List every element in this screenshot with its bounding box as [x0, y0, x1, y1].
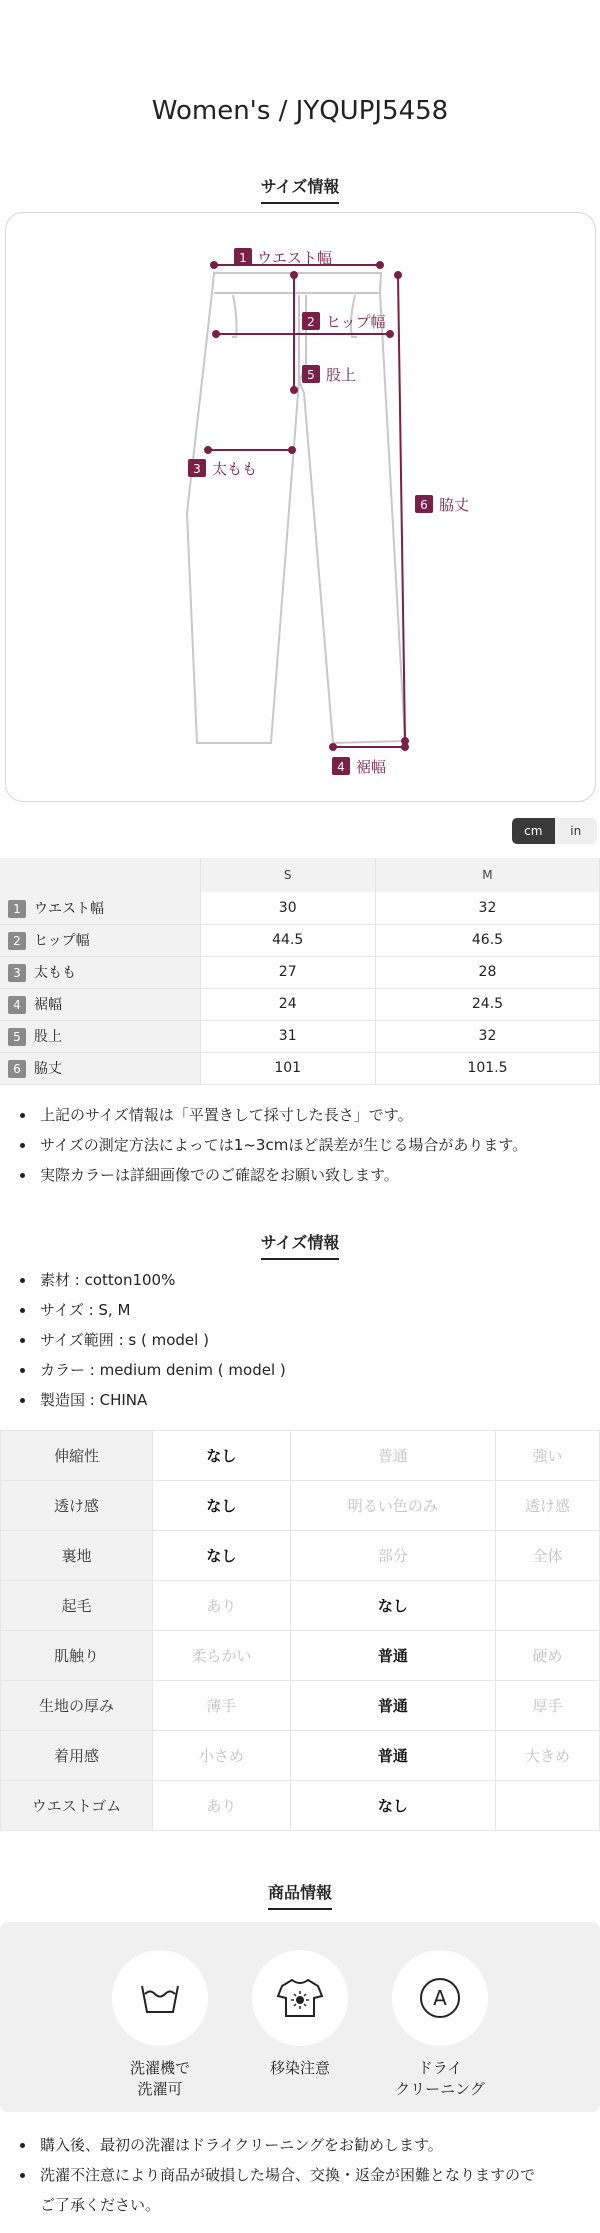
table-cell: 透け感 [496, 1481, 600, 1531]
care-instructions [0, 1922, 600, 2112]
table-row [1, 1631, 600, 1681]
table-cell: 101 [200, 1052, 375, 1084]
table-cell: 46.5 [375, 924, 599, 956]
size-column-header: M [375, 858, 599, 892]
size-diagram [5, 212, 596, 802]
pants-outline [187, 273, 405, 743]
row-label: 起毛 [1, 1581, 153, 1631]
unit-in-button[interactable]: in [570, 824, 582, 838]
table-cell: 柔らかい [153, 1631, 291, 1681]
list-item: 上記のサイズ情報は「平置きして採寸した長さ」です。 [40, 1100, 527, 1130]
row-label: 1 ウエスト幅 [0, 892, 200, 924]
svg-text:6: 6 [420, 498, 428, 512]
table-cell: 32 [375, 1020, 599, 1052]
table-cell: 31 [200, 1020, 375, 1052]
table-cell: 大きめ [496, 1731, 600, 1781]
page-title: Women's / JYQUPJ5458 [151, 96, 449, 126]
label-hem [332, 757, 386, 776]
table-cell: 28 [375, 956, 599, 988]
table-cell: 101.5 [375, 1052, 599, 1084]
info-section-heading: サイズ情報 [0, 1230, 600, 1260]
table-cell: 普通 [290, 1631, 495, 1681]
fabric-feel-table [0, 1430, 600, 1831]
table-row [1, 1781, 600, 1831]
table-cell: 24 [200, 988, 375, 1020]
row-label: 5 股上 [0, 1020, 200, 1052]
care-label: 移染注意 [269, 2059, 330, 2077]
size-notes [40, 1100, 527, 1190]
table-cell: 普通 [290, 1681, 495, 1731]
table-row [1, 1581, 600, 1631]
svg-text:ウエスト幅: ウエスト幅 [257, 249, 333, 267]
table-cell: なし [290, 1581, 495, 1631]
table-cell: 明るい色のみ [290, 1481, 495, 1531]
table-row [0, 892, 600, 924]
row-label: 肌触り [1, 1631, 153, 1681]
svg-text:ヒップ幅: ヒップ幅 [326, 313, 386, 331]
size-column-header: S [200, 858, 375, 892]
table-cell: 部分 [290, 1531, 495, 1581]
svg-text:3: 3 [193, 462, 201, 476]
list-item: 素材 : cotton100% [40, 1265, 286, 1295]
row-label: 生地の厚み [1, 1681, 153, 1731]
svg-text:脇丈: 脇丈 [439, 496, 470, 514]
table-cell: 硬め [496, 1631, 600, 1681]
table-cell: 44.5 [200, 924, 375, 956]
svg-text:太もも: 太もも [212, 460, 258, 478]
label-rise [302, 365, 356, 384]
size-section-heading: サイズ情報 [0, 174, 600, 204]
table-row [0, 1020, 600, 1052]
table-cell: 普通 [290, 1431, 495, 1481]
size-table [0, 858, 600, 1085]
table-cell: 厚手 [496, 1681, 600, 1731]
row-label: 透け感 [1, 1481, 153, 1531]
table-row [1, 1731, 600, 1781]
table-cell: 27 [200, 956, 375, 988]
table-cell: あり [153, 1781, 291, 1831]
size-table-header [0, 858, 600, 892]
table-cell: 強い [496, 1431, 600, 1481]
list-item: カラー : medium denim ( model ) [40, 1355, 286, 1385]
table-cell: なし [153, 1531, 291, 1581]
row-label: 伸縮性 [1, 1431, 153, 1481]
table-row [0, 1052, 600, 1084]
list-item: 実際カラーは詳細画像でのご確認をお願い致します。 [40, 1160, 527, 1190]
table-row [0, 956, 600, 988]
svg-text:1: 1 [239, 251, 247, 265]
table-row [1, 1481, 600, 1531]
table-row [1, 1431, 600, 1481]
svg-text:5: 5 [307, 368, 315, 382]
row-label: ウエストゴム [1, 1781, 153, 1831]
table-cell: 32 [375, 892, 599, 924]
row-label: 4 裾幅 [0, 988, 200, 1020]
color-transfer-shirt-icon [276, 1976, 324, 2020]
list-item: 購入後、最初の洗濯はドライクリーニングをお勧めします。 [40, 2130, 535, 2160]
list-item: サイズの測定方法によっては1~3cmほど誤差が生じる場合があります。 [40, 1130, 527, 1160]
list-item: 製造国 : CHINA [40, 1385, 286, 1415]
table-cell: なし [153, 1431, 291, 1481]
table-row [1, 1531, 600, 1581]
table-cell [496, 1581, 600, 1631]
row-label: 裏地 [1, 1531, 153, 1581]
svg-text:A: A [433, 1986, 447, 2010]
row-label: 着用感 [1, 1731, 153, 1781]
label-hip [302, 312, 386, 331]
unit-toggle[interactable] [512, 818, 597, 844]
list-item: 洗濯不注意により商品が破損した場合、交換・返金が困難となりますので ご了承ください。 [40, 2160, 535, 2220]
dry-clean-icon [418, 1976, 462, 2020]
table-cell [496, 1781, 600, 1831]
care-label: ドライ クリーニング [395, 2059, 485, 2098]
unit-cm-button[interactable]: cm [512, 818, 555, 844]
care-notes [40, 2130, 535, 2220]
table-cell: 24.5 [375, 988, 599, 1020]
table-cell: 全体 [496, 1531, 600, 1581]
table-row [0, 988, 600, 1020]
label-waist [234, 248, 332, 267]
washing-machine-icon [138, 1980, 182, 2016]
table-cell: 普通 [290, 1731, 495, 1781]
table-cell: 薄手 [153, 1681, 291, 1731]
table-row [1, 1681, 600, 1731]
label-side-length [415, 495, 469, 514]
svg-text:2: 2 [307, 315, 315, 329]
list-item: サイズ範囲 : s ( model ) [40, 1325, 286, 1355]
row-label: 3 太もも [0, 956, 200, 988]
care-item-dry-clean [380, 1950, 500, 2100]
care-item-washing [100, 1950, 220, 2100]
row-label: 6 脇丈 [0, 1052, 200, 1084]
table-cell: なし [290, 1781, 495, 1831]
pants-illustration [6, 213, 597, 803]
table-cell: 小さめ [153, 1731, 291, 1781]
row-label: 2 ヒップ幅 [0, 924, 200, 956]
table-row [0, 924, 600, 956]
label-thigh [188, 459, 257, 478]
table-cell: 30 [200, 892, 375, 924]
product-info-list [40, 1265, 286, 1415]
table-cell: なし [153, 1481, 291, 1531]
list-item: サイズ : S, M [40, 1295, 286, 1325]
care-label: 洗濯機で 洗濯可 [129, 2059, 190, 2098]
table-cell: あり [153, 1581, 291, 1631]
svg-text:裾幅: 裾幅 [356, 758, 387, 776]
care-section-heading: 商品情報 [0, 1880, 600, 1910]
svg-text:股上: 股上 [326, 366, 357, 384]
care-item-color-transfer [240, 1950, 360, 2079]
svg-text:4: 4 [337, 760, 345, 774]
